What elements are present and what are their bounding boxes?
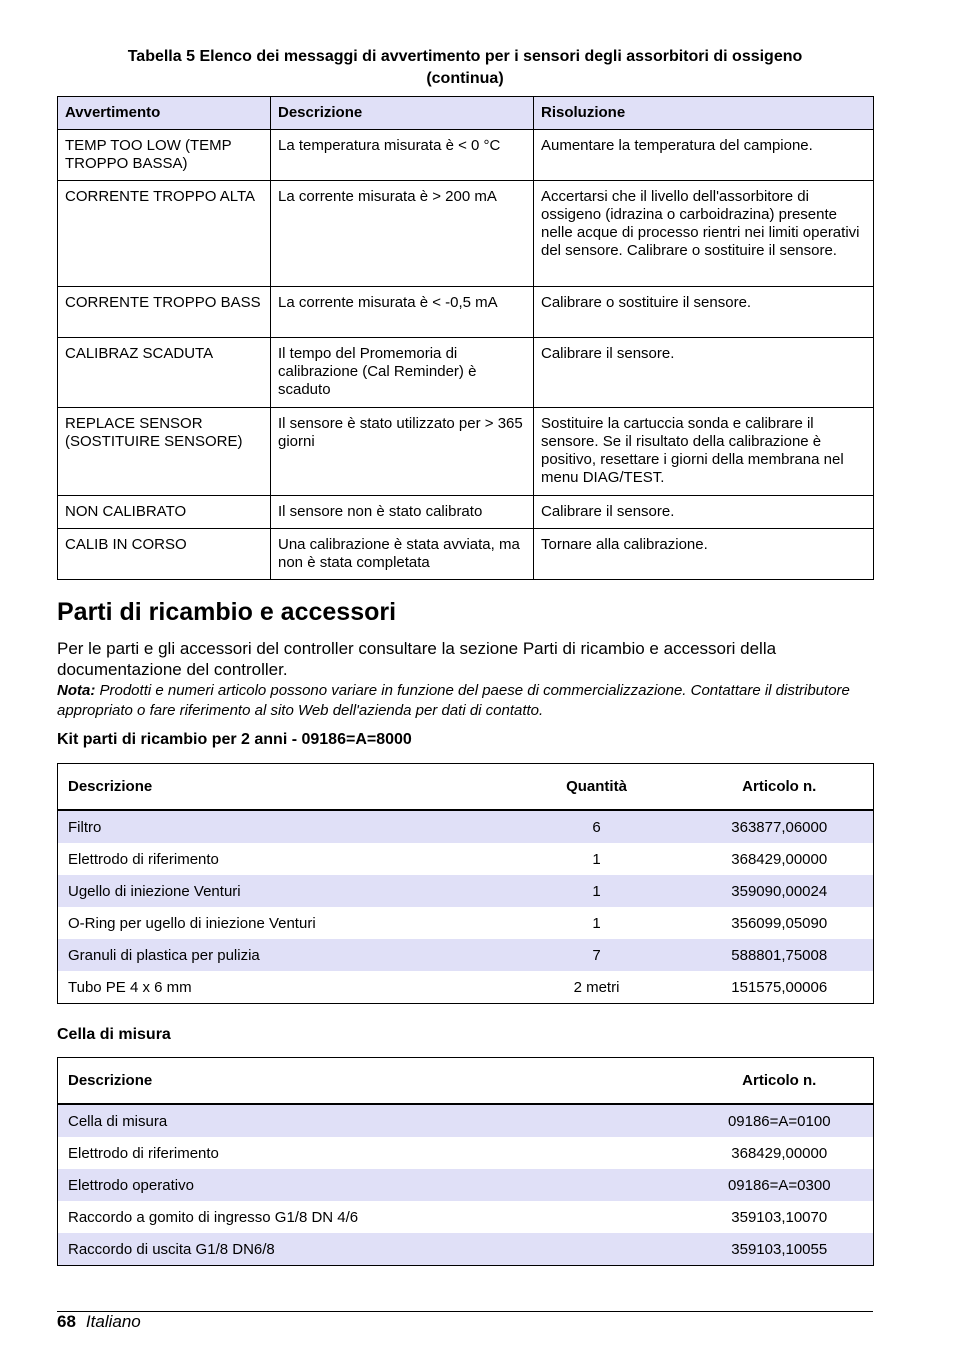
table-row (58, 810, 874, 843)
quantity-cell: 2 metri (573, 978, 620, 996)
warning-cell: CORRENTE TROPPO BASS (58, 287, 271, 338)
article-cell: 359103,10070 (731, 1208, 828, 1226)
description-cell: Granuli di plastica per pulizia (58, 939, 508, 971)
column-header: Risoluzione (534, 97, 874, 130)
footer-divider (57, 1311, 873, 1312)
resolution-cell: Accertarsi che il livello dell'assorbitore di ossigeno (idrazina o carboidrazina) presente nelle acque di processo rientri nei limiti operativi del sensore. Calibrare o sostituire il sensore. (534, 181, 874, 287)
article-cell: 09186=A=0300 (686, 1169, 874, 1201)
measuring-cell-table (57, 1057, 874, 1266)
description-cell: Filtro (58, 810, 508, 843)
table-row (58, 1137, 874, 1169)
table-row (58, 496, 874, 529)
table-caption-continued: (continua) (426, 70, 504, 87)
table-row (58, 1233, 874, 1266)
column-header: Articolo n. (686, 1058, 874, 1105)
warning-cell: CALIB IN CORSO (58, 529, 271, 580)
quantity-cell: 7 (508, 939, 686, 971)
article-cell: 359103,10055 (686, 1233, 874, 1266)
resolution-cell: Aumentare la temperatura del campione. (534, 130, 874, 181)
warning-cell: REPLACE SENSOR (SOSTITUIRE SENSORE) (58, 408, 271, 496)
table-row (58, 287, 874, 338)
description-cell: Elettrodo operativo (58, 1169, 686, 1201)
description-cell: La corrente misurata è > 200 mA (271, 181, 534, 287)
warning-cell: CALIBRAZ SCADUTA (58, 338, 271, 408)
section-title: Parti di ricambio e accessori (57, 598, 397, 626)
column-header: Avvertimento (58, 97, 271, 130)
table-row (58, 408, 874, 496)
description-cell: Elettrodo di riferimento (68, 850, 219, 868)
table-row (58, 1169, 874, 1201)
article-cell: 151575,00006 (731, 978, 828, 996)
article-cell: 588801,75008 (686, 939, 874, 971)
column-header: Descrizione (58, 764, 508, 811)
warning-cell: TEMP TOO LOW (TEMP TROPPO BASSA) (58, 130, 271, 181)
description-cell: Elettrodo di riferimento (68, 1144, 219, 1162)
table-header-row (58, 1058, 874, 1105)
article-cell: 356099,05090 (731, 914, 828, 932)
table-row (58, 1104, 874, 1137)
article-cell: 359090,00024 (686, 875, 874, 907)
warnings-table (57, 96, 874, 580)
column-header: Articolo n. (686, 764, 874, 811)
description-cell: Il tempo del Promemoria di calibrazione (Cal Reminder) è scaduto (271, 338, 534, 408)
description-cell: O-Ring per ugello di iniezione Venturi (68, 914, 316, 932)
table-row (58, 939, 874, 971)
article-cell: 368429,00000 (731, 850, 828, 868)
table-caption (57, 46, 873, 90)
resolution-cell: Calibrare il sensore. (534, 496, 874, 529)
resolution-cell: Sostituire la cartuccia sonda e calibrare il sensore. Se il risultato della calibrazione è positivo, resettare i giorni della membrana nel menu DIAG/TEST. (534, 408, 874, 496)
table-row (58, 875, 874, 907)
table-header-row (58, 764, 874, 811)
description-cell: Tubo PE 4 x 6 mm (68, 978, 192, 996)
footer-language: Italiano (85, 1312, 141, 1331)
resolution-cell: Calibrare o sostituire il sensore. (534, 287, 874, 338)
cell-title: Cella di misura (57, 1026, 171, 1043)
table-row (58, 843, 874, 875)
description-cell: Raccordo a gomito di ingresso G1/8 DN 4/6 (68, 1208, 359, 1226)
kit-parts-table (57, 763, 874, 1004)
table-row (58, 130, 874, 181)
column-header: Quantità (508, 764, 686, 811)
table-header-row (58, 97, 874, 130)
description-cell: La corrente misurata è < -0,5 mA (271, 287, 534, 338)
quantity-cell: 1 (592, 914, 601, 932)
page-number: 68 (57, 1312, 76, 1331)
table-caption-title: Tabella 5 Elenco dei messaggi di avvertimento per i sensori degli assorbitori di ossigeno (127, 48, 803, 65)
description-cell: Il sensore non è stato calibrato (271, 496, 534, 529)
table-row (58, 907, 874, 939)
kit-title: Kit parti di ricambio per 2 anni - 09186=A=8000 (57, 731, 412, 748)
description-cell: Cella di misura (58, 1104, 686, 1137)
resolution-cell: Calibrare il sensore. (534, 338, 874, 408)
table-row (58, 529, 874, 580)
description-cell: Raccordo di uscita G1/8 DN6/8 (58, 1233, 686, 1266)
section-intro: Per le parti e gli accessori del controller consultare la sezione Parti di ricambio e accessori della documentazione del controller. (57, 639, 777, 679)
quantity-cell: 6 (508, 810, 686, 843)
note (57, 681, 873, 720)
table-row (58, 181, 874, 287)
resolution-cell: Tornare alla calibrazione. (534, 529, 874, 580)
description-cell: Una calibrazione è stata avviata, ma non è stata completata (271, 529, 534, 580)
table-row (58, 338, 874, 408)
warning-cell: NON CALIBRATO (58, 496, 271, 529)
article-cell: 09186=A=0100 (686, 1104, 874, 1137)
table-row (58, 971, 874, 1004)
article-cell: 363877,06000 (686, 810, 874, 843)
column-header: Descrizione (271, 97, 534, 130)
quantity-cell: 1 (508, 875, 686, 907)
quantity-cell: 1 (592, 850, 601, 868)
description-cell: La temperatura misurata è < 0 °C (271, 130, 534, 181)
column-header: Descrizione (58, 1058, 686, 1105)
note-label: Nota: (57, 682, 96, 699)
page-footer (57, 1312, 141, 1332)
table-row (58, 1201, 874, 1233)
article-cell: 368429,00000 (731, 1144, 828, 1162)
note-text: Prodotti e numeri articolo possono variare in funzione del paese di commercializzazione. Contattare il distributore appropriato o fare riferimento al sito Web dell'azienda per dati di contatto. (57, 682, 850, 719)
warning-cell: CORRENTE TROPPO ALTA (58, 181, 271, 287)
description-cell: Il sensore è stato utilizzato per > 365 giorni (271, 408, 534, 496)
description-cell: Ugello di iniezione Venturi (58, 875, 508, 907)
